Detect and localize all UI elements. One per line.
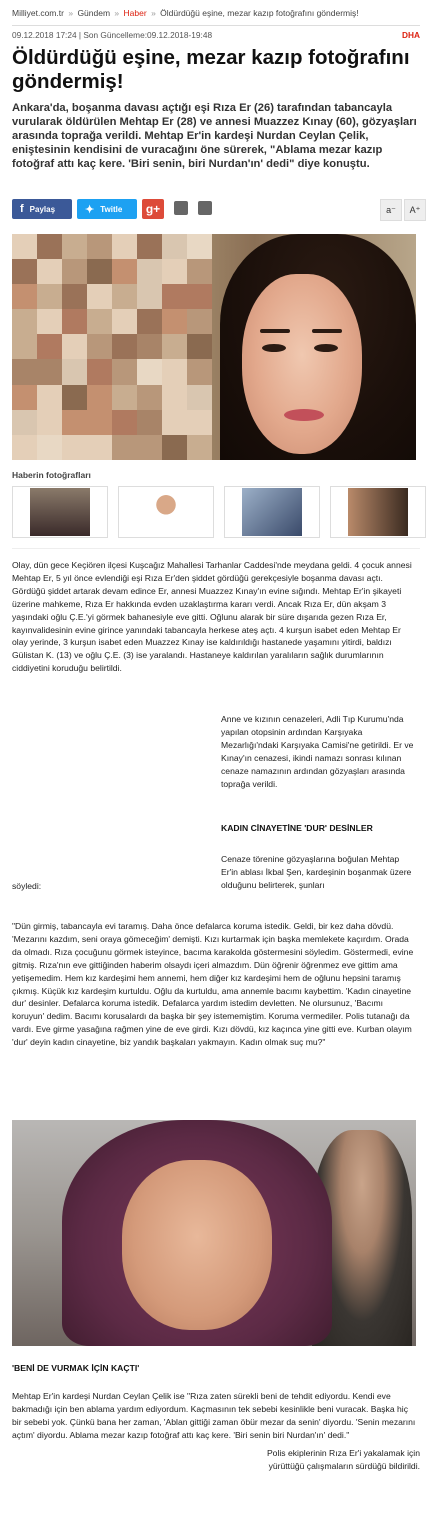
pixel-block [112, 309, 137, 334]
article-paragraph: Mehtap Er'in kardeşi Nurdan Ceylan Çelik ise "Rıza zaten sürekli beni de tehdit ediyordu. Kendi eve bakmadığı için ben ablama yardım ediyordum. Kaçmasının tek sebebi kesinlikle beni vuracak. Başka hiç bir sebebi yok. Çünkü bana her zaman, 'Ablan gittiği zaman öbür mezar da senin' diyordu. 'Senin mezarını açtım' diyordu. Ablama mezar kazıp fotoğraf attı kaç kere. 'Biri senin biri Nurdan'ın' dedi." [12, 1391, 416, 1440]
gallery-thumb[interactable] [118, 486, 214, 538]
breadcrumb-current: Öldürdüğü eşine, mezar kazıp fotoğrafını göndermiş! [160, 8, 359, 18]
share-toolbar [12, 199, 422, 219]
photo-gallery [12, 486, 422, 538]
twitter-share-button[interactable] [77, 199, 137, 219]
pixel-block [12, 359, 37, 384]
pixel-block [12, 284, 37, 309]
pixel-block [62, 259, 87, 284]
facebook-label: Paylaş [29, 204, 56, 214]
updated-label: Son Güncelleme: [83, 30, 148, 40]
breadcrumb-sub[interactable]: Haber [123, 8, 147, 18]
pixel-block [87, 309, 112, 334]
pixel-block [87, 359, 112, 384]
breadcrumb-sep: » [68, 8, 74, 18]
brow-right [312, 329, 342, 333]
article-paragraph: söyledi: [12, 881, 42, 891]
pixel-block [12, 435, 37, 460]
pixel-block [112, 435, 137, 460]
pixel-block [37, 259, 62, 284]
face [242, 274, 362, 454]
pixel-block [137, 385, 162, 410]
published-date: 09.12.2018 17:24 [12, 30, 77, 40]
facebook-share-button[interactable] [12, 199, 72, 219]
pixel-block [37, 410, 62, 435]
gplus-share-button[interactable] [142, 199, 164, 219]
pixel-block [87, 284, 112, 309]
twitter-label: Twitle [100, 204, 123, 214]
pixel-block [137, 359, 162, 384]
pixel-block [137, 284, 162, 309]
pixel-block [12, 309, 37, 334]
breadcrumb-sep: » [114, 8, 120, 18]
pixel-block [162, 410, 187, 435]
pixel-block [37, 309, 62, 334]
pixel-block [187, 410, 212, 435]
pixel-block [37, 284, 62, 309]
pixel-block [62, 435, 87, 460]
lips [284, 409, 324, 421]
pixel-block [112, 259, 137, 284]
pixel-block [12, 334, 37, 359]
news-source: DHA [402, 30, 420, 40]
pixel-block [37, 334, 62, 359]
pixel-block [187, 334, 212, 359]
pixel-block [137, 234, 162, 259]
pixel-block [187, 435, 212, 460]
facebook-icon: f [20, 203, 24, 215]
pixel-block [87, 385, 112, 410]
pixel-block [162, 309, 187, 334]
divider [12, 25, 420, 26]
pixel-block [162, 284, 187, 309]
pixel-block [87, 259, 112, 284]
pixel-block [12, 385, 37, 410]
brow-left [260, 329, 290, 333]
gallery-thumb[interactable] [224, 486, 320, 538]
article-paragraph: Olay, dün gece Keçiören ilçesi Kuşcağız Mahallesi Tarhanlar Caddesi'nde meydana geldi. 4 çocuk annesi Mehtap Er, 5 yıl önce evlendiği eşi Rıza Er'den şiddet gördüğü gerekçesiyle boşanma davası açtı. Gördüğü şiddet artarak devam edince Er, annesi Muazzez Kınay'ın evine sığındı. Mehtap Er'in şikayeti üzerine mahkeme, Rıza Er hakkında evden uzaklaştırma kararı verdi. Ancak Rıza Er, dün akşam 3 yaşındaki oğlu Ç.E.'yi görmek bahanesiyle eve gitti. Oğlunu alarak bir süre dışarıda gezen Rıza Er, kayınvalidesinin evine girince yanındaki tabancayla herkese ateş açtı. 4 kurşun isabet eden Mehtap Er olay yerinde, 3 kurşun isabet eden Muazzez Kınay ise kaldırıldığı hastanede yaşamını yitirdi, baldızı Gülistan K. (13) ve oğlu Ç.E. (3) ise yaralandı. Hastaneye kaldırılan yaralıların sağlık durumlarının ciddiyetini koruduğu belirtildi. [12, 560, 412, 674]
eye-left [262, 344, 286, 352]
pixel-block [87, 234, 112, 259]
pixel-block [37, 435, 62, 460]
section-heading: KADIN CİNAYETİNE 'DUR' DESİNLER [221, 823, 373, 833]
pixel-block [62, 385, 87, 410]
pixel-block [162, 234, 187, 259]
pixel-block [37, 234, 62, 259]
article-paragraph: Anne ve kızının cenazeleri, Adli Tıp Kurumu'nda yapılan otopsinin ardından Karşıyaka Mezarlığı'ndaki Karşıyaka Camisi'ne getirildi. Er ve Kınay'ın cenazesi, ikindi namazı sonrası kılınan cenaze namazının ardından gözyaşları arasında toprağa verildi. [221, 714, 414, 789]
article-paragraph: Polis ekiplerinin Rıza Er'i yakalamak için yürüttüğü çalışmaların sürdüğü bildirildi. [266, 1448, 420, 1471]
pixel-block [62, 234, 87, 259]
gallery-thumb[interactable] [12, 486, 108, 538]
gallery-thumb[interactable] [330, 486, 426, 538]
breadcrumb-section[interactable]: Gündem [77, 8, 111, 18]
pixelated-face [12, 234, 212, 460]
pixel-block [187, 359, 212, 384]
pixel-block [37, 359, 62, 384]
pixel-block [87, 435, 112, 460]
pixel-block [187, 284, 212, 309]
thumb-image [242, 488, 302, 536]
thumb-image [30, 488, 90, 536]
pixel-block [87, 334, 112, 359]
eye-right [314, 344, 338, 352]
twitter-icon: ✦ [85, 203, 95, 216]
pixel-block [187, 234, 212, 259]
pixel-block [112, 410, 137, 435]
print-icon[interactable] [174, 201, 188, 215]
pixel-block [112, 334, 137, 359]
pixel-block [112, 359, 137, 384]
pixel-block [62, 309, 87, 334]
pixel-block [12, 234, 37, 259]
pixel-block [112, 234, 137, 259]
pixel-block [187, 309, 212, 334]
article-meta [12, 30, 420, 40]
updated-date: 09.12.2018-19:48 [147, 30, 213, 40]
pixel-block [112, 284, 137, 309]
font-decrease-button[interactable]: a⁻ [380, 199, 402, 221]
pixel-block [62, 284, 87, 309]
pixel-block [162, 259, 187, 284]
thumb-image [348, 488, 408, 536]
pixel-block [112, 385, 137, 410]
pixel-block [137, 435, 162, 460]
pixel-block [62, 410, 87, 435]
thumb-image [136, 488, 196, 536]
pixel-block [137, 309, 162, 334]
pixel-block [162, 435, 187, 460]
article-quote: "Dün girmiş, tabancayla evi taramış. Daha önce defalarca koruma istedik. Geldi, bir kez daha dövdü. 'Mezarını kazdım, seni oraya gömeceğim' demişti. Kızı kurtarmak için başka memlekete kaçırdım. Orada da olmadı. Rıza çocuğunu görmek isteyince, bacıma karakolda göstermesini söyledim. Göstermedi, evine gitmiş. Rıza'nın eve gittiğinden haberim olsaydı içeri almazdım. Dün öğrenir öğrenmez eve gittim ama yetişemedim. Hem kız kardeşimi hem annemi, hem diğer kız kardeşimi hem de oğlunu hepsini taramış çıkmış. Küçük kız kardeşim kurtuldu. Oğlu da kurtuldu, ama annemle bacımı kaybettim. 'Kadın cinayetine dur' desinler. Defalarca koruma istedik. Defalarca yardım istedim devletten. Ne olursunuz, 'Bacımı koruyun' dedim. Bacımı korusalardı da başka bir şey istememiştim. Koruma vermediler. Polis tutanağı da vardı. Eve girme yasağına rağmen yine de eve girdi. Kızı dövdü, kız kaçınca yine gitti eve. Kurban olayım 'dur' deyin kadın cinayetine, biz yandık başkaları yakmayın. Kadın olmak suç mu?" [12, 921, 414, 1048]
pixel-block [12, 259, 37, 284]
crying-face [122, 1160, 272, 1330]
breadcrumb-site[interactable]: Milliyet.com.tr [12, 8, 64, 18]
article-paragraph: Cenaze törenine gözyaşlarına boğulan Mehtap Er'in ablası İkbal Şen, kardeşinin boşanmak üzere olduğunu belirterek, şunları [221, 854, 412, 890]
pixel-block [187, 259, 212, 284]
pixel-block [137, 259, 162, 284]
pixel-block [162, 385, 187, 410]
page-title: Öldürdüğü eşine, mezar kazıp fotoğrafını göndermiş! [12, 46, 410, 93]
woman-portrait [212, 234, 416, 460]
breadcrumb [12, 8, 359, 18]
gallery-heading: Haberin fotoğrafları [12, 470, 91, 480]
section-heading: 'BENİ DE VURMAK İÇİN KAÇTI' [12, 1363, 140, 1373]
pixel-block [62, 359, 87, 384]
breadcrumb-sep: » [151, 8, 156, 18]
funeral-photo[interactable] [12, 1120, 416, 1346]
divider [12, 548, 420, 549]
font-increase-button[interactable]: A⁺ [404, 199, 426, 221]
pixel-block [187, 385, 212, 410]
gplus-icon: g+ [145, 202, 161, 216]
main-photo[interactable] [12, 234, 416, 460]
pixel-block [137, 334, 162, 359]
pixel-block [162, 334, 187, 359]
meta-sep: | [76, 30, 84, 40]
pixel-block [62, 334, 87, 359]
pixel-block [12, 410, 37, 435]
pixel-block [137, 410, 162, 435]
pixel-block [162, 359, 187, 384]
pixel-block [37, 385, 62, 410]
mail-icon[interactable] [198, 201, 212, 215]
article-spot: Ankara'da, boşanma davası açtığı eşi Rıza Er (26) tarafından tabancayla vurularak öldürülen Mehtap Er (28) ve annesi Muazzez Kınay (60), gözyaşları arasında toprağa verildi. Mehtap Er'in kardeşi Nurdan Ceylan Çelik, eniştesinin kendisini de vuracağını öne sürerek, "Ablama mezar kazıp fotoğraf attı kaç kere. 'Biri senin, biri Nurdan'ın' dedi" diye konuştu. [12, 102, 417, 170]
pixel-block [87, 410, 112, 435]
